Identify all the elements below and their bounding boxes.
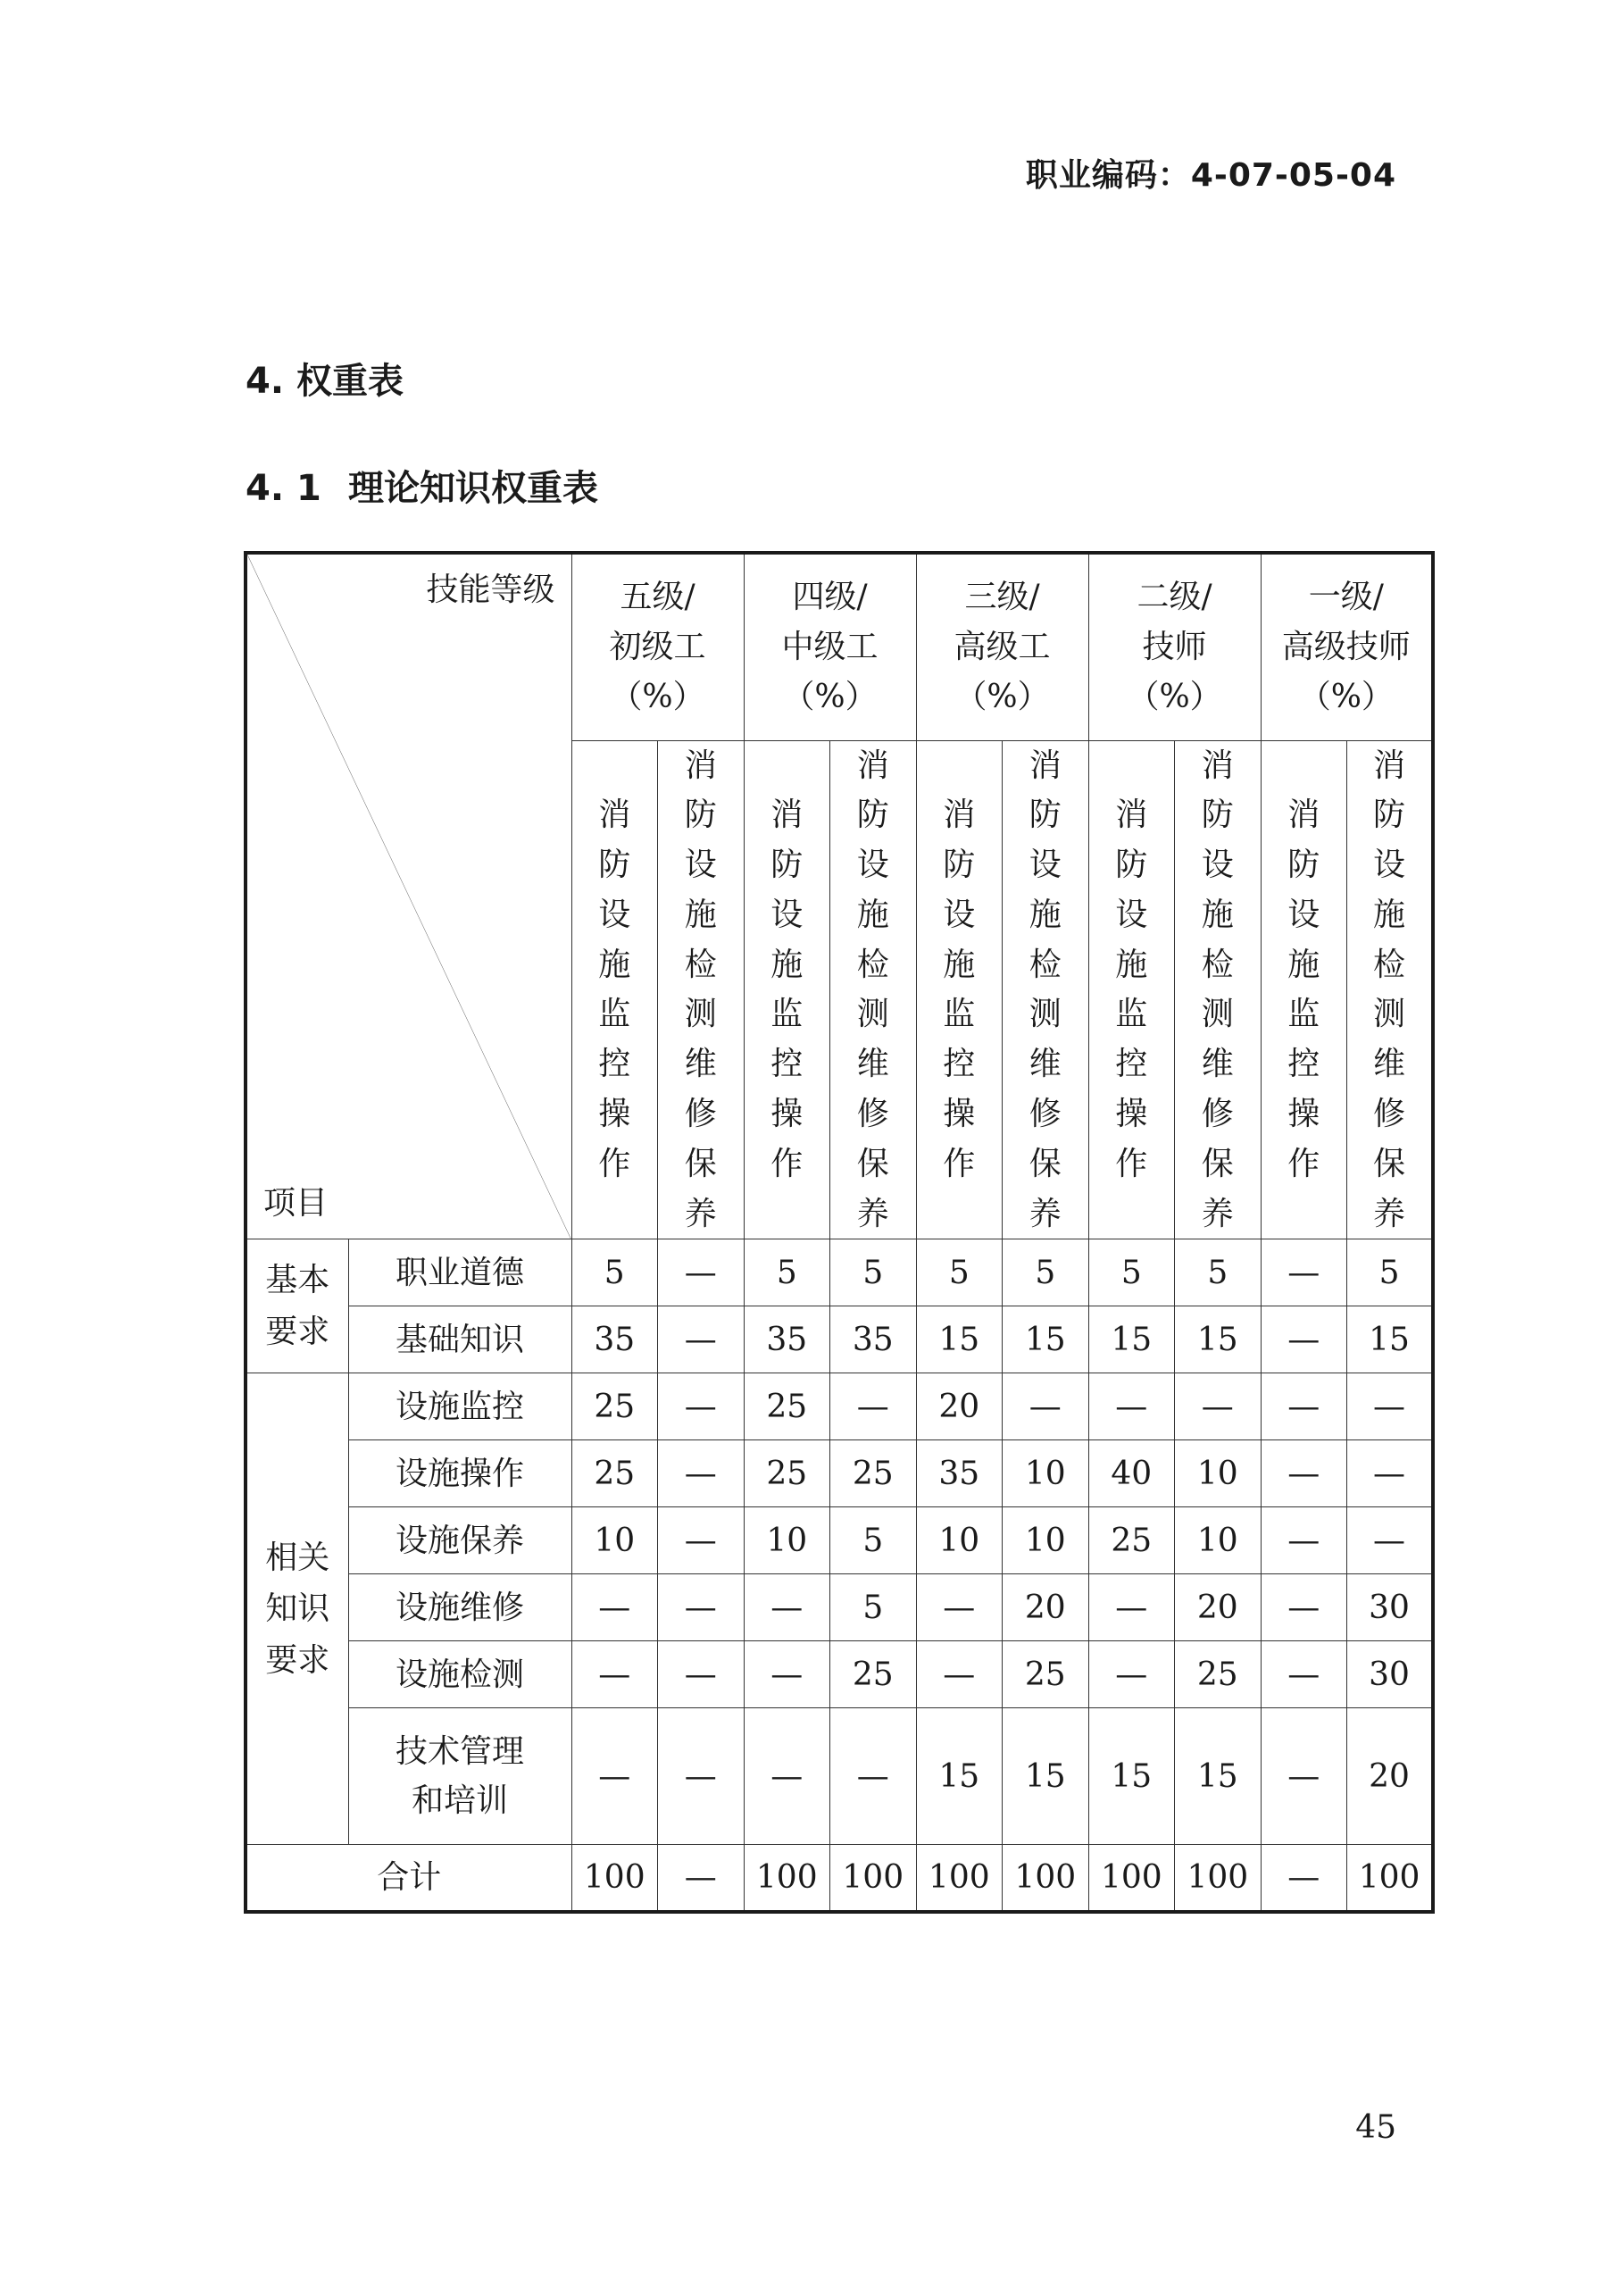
value-cell: 25 [1088, 1507, 1175, 1574]
value-cell: — [744, 1641, 830, 1708]
corner-bottom-label: 项目 [263, 1184, 329, 1222]
value-cell: 20 [1347, 1708, 1434, 1845]
value-cell: 100 [916, 1845, 1003, 1912]
direction-label: 消防设施检测维修保养 [856, 747, 889, 1232]
value-cell: 35 [916, 1440, 1003, 1507]
value-cell: 10 [571, 1507, 658, 1574]
value-cell: — [658, 1239, 745, 1306]
direction-header [744, 740, 830, 1239]
value-cell: 25 [571, 1373, 658, 1440]
value-cell: 25 [744, 1373, 830, 1440]
value-cell: — [571, 1641, 658, 1708]
corner-diagonal [247, 555, 571, 1239]
level-line2: 中级工 [781, 628, 879, 665]
group-related [246, 1373, 348, 1845]
level-line2: 高级工 [954, 628, 1051, 665]
level-line3: （%） [1298, 678, 1394, 715]
subsection-label: 理论知识权重表 [348, 468, 598, 509]
value-cell: 15 [1175, 1306, 1262, 1373]
subsection-number: 4. 1 [246, 468, 321, 509]
value-cell: 5 [830, 1507, 917, 1574]
value-cell: — [658, 1574, 745, 1641]
value-cell: — [571, 1708, 658, 1845]
value-cell: 15 [1175, 1708, 1262, 1845]
level-header [1261, 553, 1433, 740]
value-cell: 15 [1003, 1708, 1089, 1845]
direction-header [1003, 740, 1089, 1239]
direction-label: 消防设施监控操作 [1115, 797, 1148, 1182]
occupation-code: 职业编码：4-07-05-04 [1025, 157, 1396, 194]
table-row [246, 1373, 1433, 1440]
table-row [246, 1239, 1433, 1306]
level-line1: 四级/ [792, 579, 868, 616]
direction-header [1175, 740, 1262, 1239]
value-cell: 10 [744, 1507, 830, 1574]
item-cell: 设施操作 [348, 1440, 571, 1507]
value-cell: 15 [916, 1708, 1003, 1845]
value-cell: 5 [830, 1574, 917, 1641]
level-line3: （%） [1127, 678, 1222, 715]
direction-header [571, 740, 658, 1239]
level-line2: 初级工 [609, 628, 706, 665]
value-cell: 25 [1003, 1641, 1089, 1708]
value-cell: — [830, 1373, 917, 1440]
group-label: 基本要求 [265, 1262, 330, 1350]
direction-header [1088, 740, 1175, 1239]
value-cell: 5 [571, 1239, 658, 1306]
value-cell: — [916, 1641, 1003, 1708]
table-row [246, 1306, 1433, 1373]
level-header-row [246, 553, 1433, 740]
value-cell: 35 [830, 1306, 917, 1373]
value-cell: — [658, 1845, 745, 1912]
value-cell: 25 [830, 1641, 917, 1708]
item-line1: 技术管理 [395, 1732, 524, 1770]
level-line1: 三级/ [964, 579, 1040, 616]
value-cell: — [1261, 1708, 1347, 1845]
value-cell: 10 [916, 1507, 1003, 1574]
value-cell: — [830, 1708, 917, 1845]
value-cell: — [1003, 1373, 1089, 1440]
value-cell: 20 [1175, 1574, 1262, 1641]
value-cell: — [1261, 1507, 1347, 1574]
value-cell: 5 [1347, 1239, 1434, 1306]
value-cell: 10 [1175, 1440, 1262, 1507]
item-cell: 设施维修 [348, 1574, 571, 1641]
direction-label: 消防设施检测维修保养 [1373, 747, 1406, 1232]
value-cell: 5 [1175, 1239, 1262, 1306]
value-cell: 15 [1088, 1306, 1175, 1373]
direction-label: 消防设施检测维修保养 [1029, 747, 1062, 1232]
direction-label: 消防设施监控操作 [943, 797, 976, 1182]
table-row [246, 1507, 1433, 1574]
value-cell: — [658, 1641, 745, 1708]
level-line3: （%） [782, 678, 878, 715]
value-cell: — [1261, 1239, 1347, 1306]
value-cell: 100 [1175, 1845, 1262, 1912]
group-basic [246, 1239, 348, 1373]
value-cell: — [1261, 1574, 1347, 1641]
value-cell: — [658, 1306, 745, 1373]
value-cell: 35 [744, 1306, 830, 1373]
total-label: 合计 [246, 1845, 571, 1912]
value-cell: 100 [571, 1845, 658, 1912]
group-label: 相关知识要求 [265, 1539, 330, 1679]
value-cell: — [744, 1708, 830, 1845]
item-cell [348, 1708, 571, 1845]
value-cell: 20 [1003, 1574, 1089, 1641]
value-cell: 5 [1088, 1239, 1175, 1306]
direction-label: 消防设施监控操作 [770, 797, 804, 1182]
value-cell: — [916, 1574, 1003, 1641]
value-cell: 20 [916, 1373, 1003, 1440]
page-number: 45 [1355, 2109, 1396, 2146]
table-row [246, 1440, 1433, 1507]
direction-header [916, 740, 1003, 1239]
item-cell: 设施监控 [348, 1373, 571, 1440]
value-cell: 30 [1347, 1574, 1434, 1641]
value-cell: — [1261, 1845, 1347, 1912]
value-cell: 10 [1175, 1507, 1262, 1574]
value-cell: — [1261, 1373, 1347, 1440]
level-line1: 二级/ [1137, 579, 1212, 616]
level-line3: （%） [610, 678, 705, 715]
value-cell: 5 [744, 1239, 830, 1306]
corner-cell [246, 553, 571, 1239]
value-cell: — [571, 1574, 658, 1641]
value-cell: 40 [1088, 1440, 1175, 1507]
value-cell: 100 [830, 1845, 917, 1912]
table-row [246, 1641, 1433, 1708]
item-cell: 设施保养 [348, 1507, 571, 1574]
item-cell: 设施检测 [348, 1641, 571, 1708]
level-line3: （%） [954, 678, 1050, 715]
value-cell: 15 [916, 1306, 1003, 1373]
value-cell: — [1261, 1641, 1347, 1708]
value-cell: — [1175, 1373, 1262, 1440]
level-line2: 高级技师 [1281, 628, 1411, 665]
direction-header [1261, 740, 1347, 1239]
table-row [246, 1574, 1433, 1641]
direction-label: 消防设施检测维修保养 [1201, 747, 1234, 1232]
value-cell: 15 [1088, 1708, 1175, 1845]
level-header [916, 553, 1088, 740]
value-cell: — [1261, 1440, 1347, 1507]
value-cell: 15 [1347, 1306, 1434, 1373]
corner-top-label: 技能等级 [426, 572, 555, 608]
value-cell: — [658, 1373, 745, 1440]
value-cell: 25 [830, 1440, 917, 1507]
weight-table [244, 551, 1435, 1914]
level-header [571, 553, 744, 740]
value-cell: 100 [1347, 1845, 1434, 1912]
value-cell: — [1347, 1440, 1434, 1507]
value-cell: — [1088, 1574, 1175, 1641]
value-cell: 30 [1347, 1641, 1434, 1708]
value-cell: 100 [744, 1845, 830, 1912]
value-cell: 100 [1003, 1845, 1089, 1912]
value-cell: 10 [1003, 1507, 1089, 1574]
level-line2: 技师 [1142, 628, 1207, 665]
value-cell: 100 [1088, 1845, 1175, 1912]
value-cell: — [658, 1440, 745, 1507]
item-cell: 职业道德 [348, 1239, 571, 1306]
direction-header [658, 740, 745, 1239]
level-line1: 一级/ [1308, 579, 1384, 616]
value-cell: 10 [1003, 1440, 1089, 1507]
value-cell: — [1088, 1373, 1175, 1440]
value-cell: 25 [1175, 1641, 1262, 1708]
value-cell: — [658, 1507, 745, 1574]
item-line2: 和培训 [411, 1782, 508, 1820]
level-line1: 五级/ [620, 579, 695, 616]
direction-label: 消防设施监控操作 [1287, 797, 1320, 1182]
direction-header [1347, 740, 1434, 1239]
value-cell: — [658, 1708, 745, 1845]
level-header [744, 553, 916, 740]
subsection-title [246, 460, 598, 511]
value-cell: 5 [916, 1239, 1003, 1306]
value-cell: 25 [744, 1440, 830, 1507]
value-cell: 15 [1003, 1306, 1089, 1373]
direction-header [830, 740, 917, 1239]
level-header [1088, 553, 1261, 740]
table-row [246, 1708, 1433, 1845]
value-cell: — [1347, 1373, 1434, 1440]
value-cell: 35 [571, 1306, 658, 1373]
value-cell: — [1088, 1641, 1175, 1708]
direction-label: 消防设施监控操作 [598, 797, 631, 1182]
direction-label: 消防设施检测维修保养 [684, 747, 717, 1232]
value-cell: 25 [571, 1440, 658, 1507]
section-title: 4. 权重表 [246, 361, 404, 402]
value-cell: 5 [830, 1239, 917, 1306]
value-cell: — [1347, 1507, 1434, 1574]
total-row [246, 1845, 1433, 1912]
value-cell: — [1261, 1306, 1347, 1373]
value-cell: — [744, 1574, 830, 1641]
item-cell: 基础知识 [348, 1306, 571, 1373]
value-cell: 5 [1003, 1239, 1089, 1306]
